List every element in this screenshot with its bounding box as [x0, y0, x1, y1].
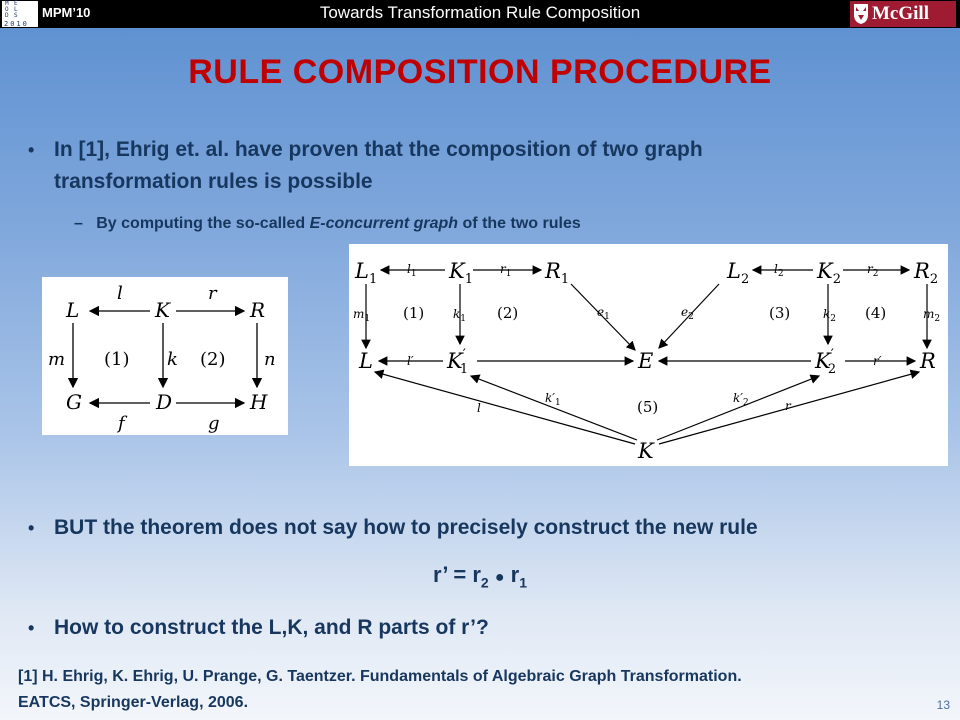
arrow-label-k2: $k_2$ [823, 307, 837, 324]
node-R: R [250, 298, 266, 322]
reference-line-2: EATCS, Springer-Verlag, 2006. [18, 694, 249, 711]
page-number: 13 [936, 698, 950, 712]
mcgill-wordmark: McGill [872, 3, 929, 24]
arrow-label-k: k [167, 349, 178, 370]
sub-bullet-prefix: By computing the so-called [96, 215, 310, 232]
arrow-label-f: f [118, 413, 125, 434]
bullet-dot: • [28, 140, 35, 160]
node-K: K [638, 439, 654, 463]
node-K2: $K_2$ [817, 259, 841, 287]
header-bar [0, 0, 960, 28]
arrow-k-to-k1p [471, 376, 637, 440]
arrow-label-g: g [208, 413, 220, 434]
sub-bullet-dash: – [74, 215, 83, 232]
node-K1: $K_1$ [449, 259, 473, 287]
region-2: (2) [200, 349, 226, 370]
bullet-3-text: How to construct the L,K, and R parts of r’? [54, 616, 489, 639]
composition-formula [0, 562, 960, 590]
bullet-1 [28, 134, 934, 198]
arrow-label-r-bottom: r [785, 399, 791, 413]
node-L1: $L_1$ [355, 259, 378, 287]
arrow-label-e2: $e_2$ [681, 305, 694, 322]
arrow-label-n: n [264, 349, 276, 370]
node-E: E [638, 349, 654, 373]
bullet-3 [28, 612, 934, 644]
sub-bullet [74, 215, 581, 233]
node-K: K [155, 298, 170, 322]
region-4: (4) [865, 304, 887, 322]
e-concurrent-diagram [349, 244, 948, 466]
arrow-label-r2: $r_2$ [867, 262, 879, 279]
arrow-k-to-l [375, 372, 635, 444]
arrow-k-to-k2p [657, 376, 819, 440]
reference [18, 664, 742, 716]
arrow-label-r: r [208, 283, 217, 304]
region-1: (1) [403, 304, 425, 322]
node-R1: $R_1$ [545, 259, 570, 287]
region-3: (3) [769, 304, 791, 322]
formula-sub-2: 2 [480, 574, 489, 591]
node-K1-prime: K′ 1 [447, 347, 469, 377]
node-G: G [66, 390, 82, 414]
arrow-label-k1-bottom: $k'_1$ [545, 391, 561, 408]
node-L: L [359, 349, 373, 373]
arrow-label-l: l [117, 283, 123, 304]
pushout-diagram-svg [42, 277, 288, 435]
arrow-label-e1: $e_1$ [597, 305, 610, 322]
arrow-label-l1: $l_1$ [407, 262, 417, 279]
arrow-label-k2-bottom: $k'_2$ [733, 391, 749, 408]
bullet-2-text: BUT the theorem does not say how to precisely construct the new rule [54, 516, 758, 539]
slide-title: RULE COMPOSITION PROCEDURE [188, 53, 772, 91]
logo-letters: M O D [5, 0, 9, 19]
conference-label: MPM’10 [42, 5, 91, 20]
arrow-label-r1: $r_1$ [500, 262, 512, 279]
arrow-label-m1: $m_1$ [353, 307, 371, 324]
region-5: (5) [637, 398, 659, 416]
arrow-label-m: m [48, 349, 66, 370]
arrow-label-l: l [477, 401, 481, 415]
models-2010-logo [2, 1, 38, 27]
formula-lhs: r’ = r [433, 562, 481, 587]
formula-r: r [510, 562, 520, 587]
logo-year: 2010 [4, 20, 29, 28]
shield-icon [853, 3, 869, 25]
formula-sub-1: 1 [519, 574, 527, 591]
bullet-1-line-2: transformation rules is possible [54, 170, 373, 193]
bullet-dot: • [28, 618, 35, 638]
mcgill-logo [850, 1, 956, 27]
arrow-label-l-prime: l′ [407, 354, 414, 368]
arrow-k-to-r [659, 372, 919, 444]
bullet-1-line-1: In [1], Ehrig et. al. have proven that the composition of two graph [54, 138, 703, 161]
reference-line-1: [1] H. Ehrig, K. Ehrig, U. Prange, G. Taentzer. Fundamentals of Algebraic Graph Transformation. [18, 668, 742, 685]
bullet-dot: • [28, 518, 35, 538]
arrow-e1 [571, 284, 635, 350]
arrow-label-l2: $l_2$ [774, 262, 784, 279]
node-H: H [250, 390, 268, 414]
pushout-diagram [42, 277, 288, 435]
node-L2: $L_2$ [727, 259, 750, 287]
node-K2-prime: K′ 2 [815, 347, 837, 377]
bullet-2 [28, 512, 944, 544]
node-L: L [66, 298, 80, 322]
logo-letters-2: E L S [14, 0, 18, 19]
node-R: R [920, 349, 936, 373]
sub-bullet-suffix: of the two rules [458, 215, 581, 232]
node-D: D [156, 390, 173, 414]
arrow-label-k1: $k_1$ [453, 307, 467, 324]
arrow-e2 [659, 284, 719, 348]
arrow-label-m2: $m_2$ [923, 307, 941, 324]
presentation-title: Towards Transformation Rule Composition [319, 3, 641, 22]
sub-bullet-italic: E-concurrent graph [309, 215, 459, 232]
node-R2: $R_2$ [914, 259, 939, 287]
region-1: (1) [104, 349, 130, 370]
arrow-label-r-prime: r′ [873, 354, 882, 368]
region-2: (2) [497, 304, 519, 322]
e-concurrent-diagram-svg [349, 244, 948, 466]
formula-operator: ● [494, 569, 505, 586]
